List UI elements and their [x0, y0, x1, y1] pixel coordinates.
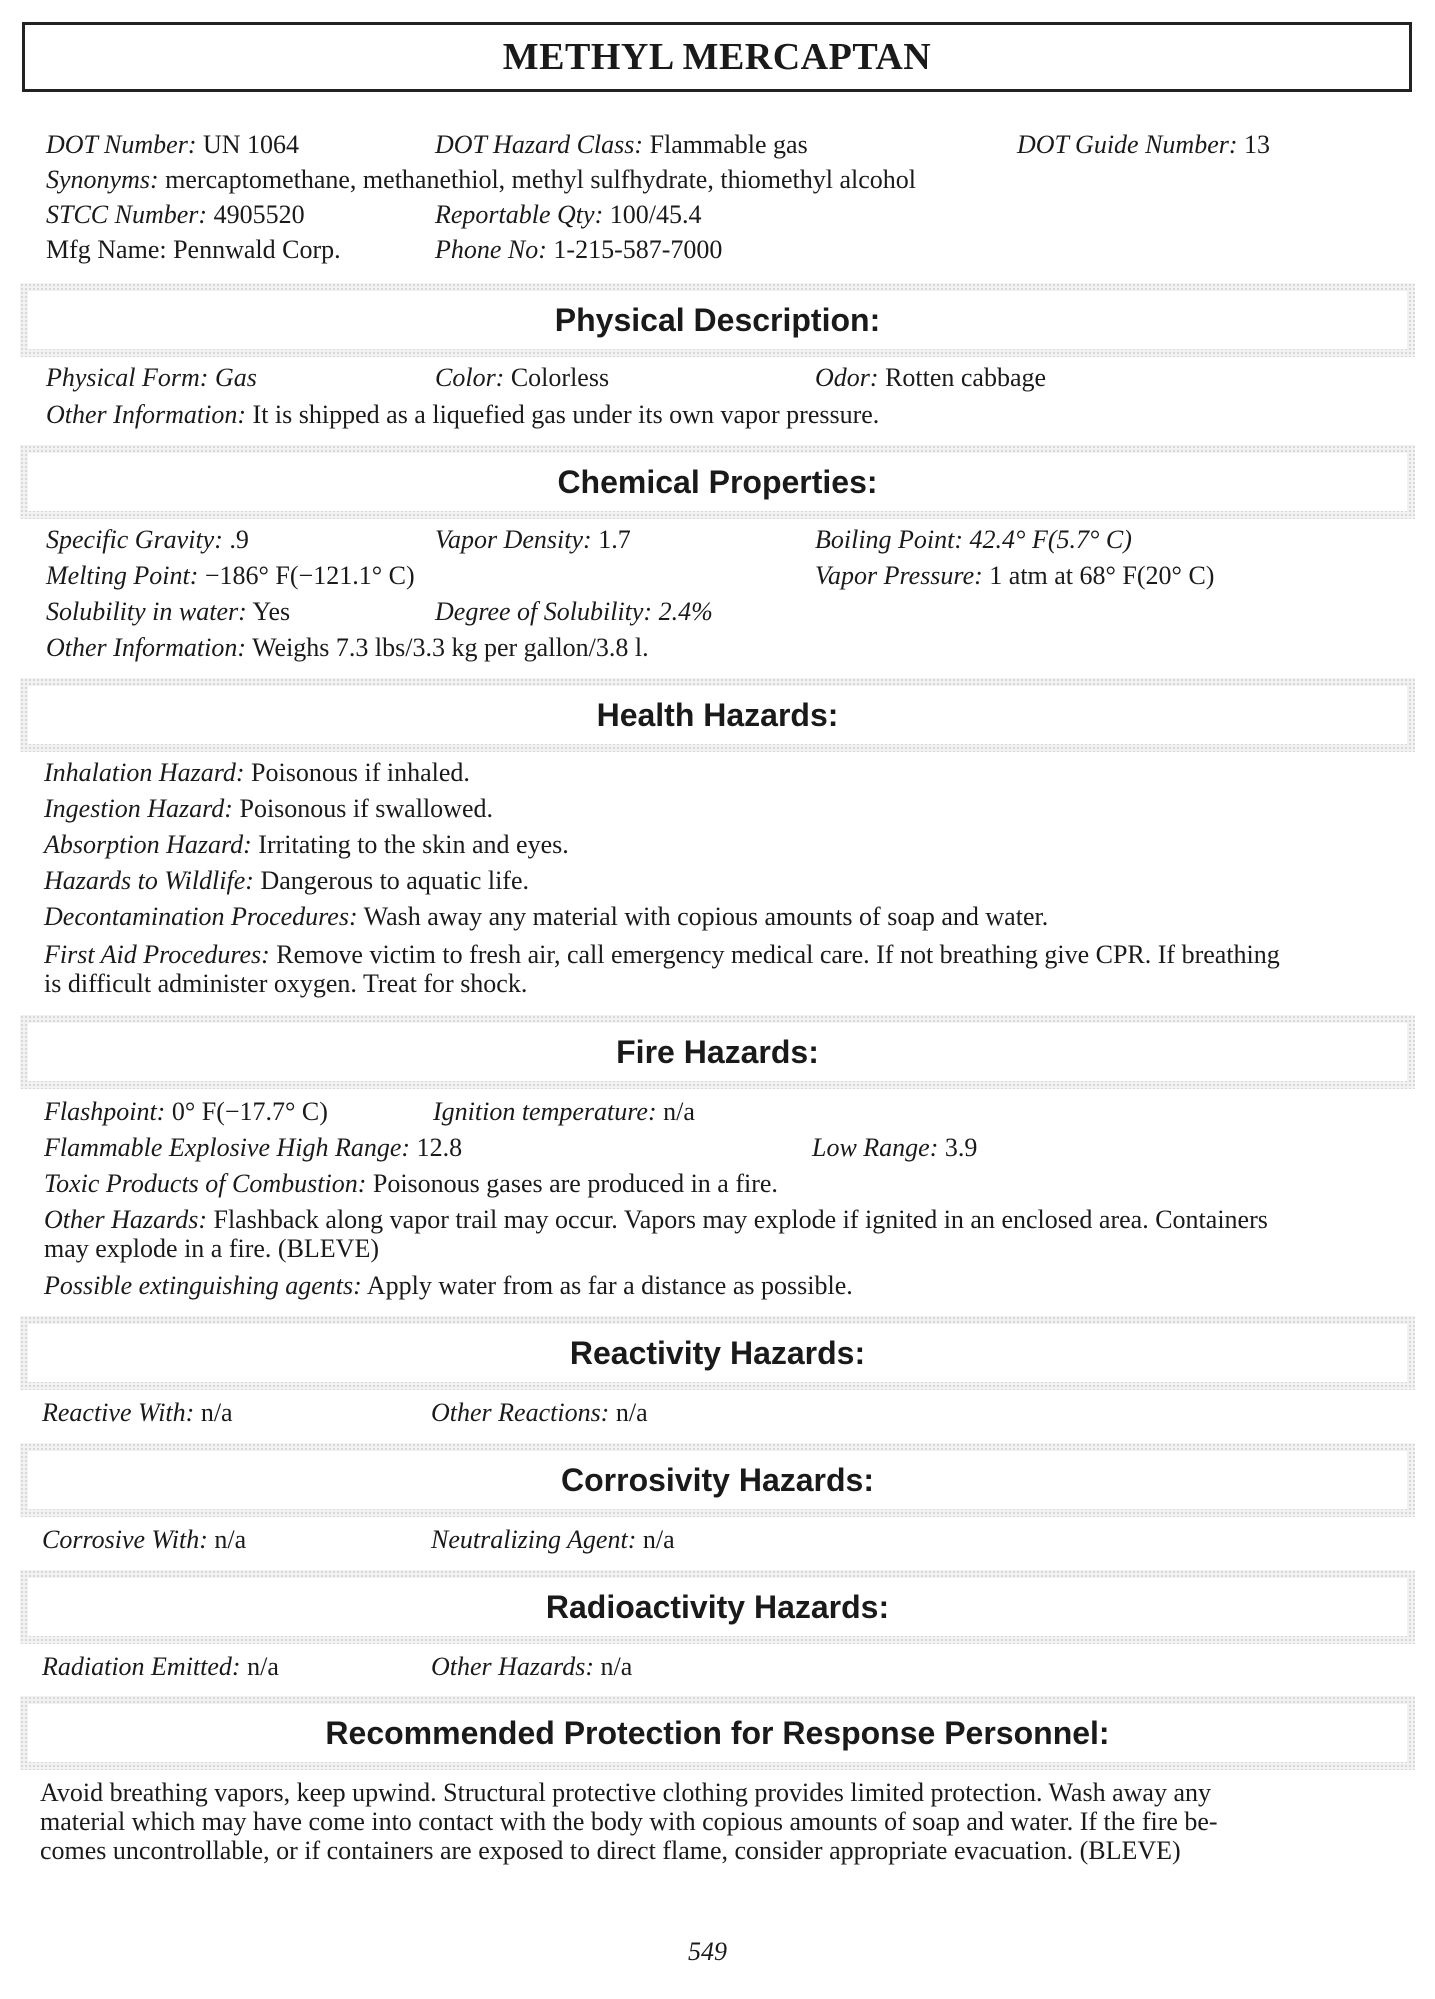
dot-guide-number: DOT Guide Number: 13 [1017, 130, 1271, 159]
hazards-to-wildlife: Hazards to Wildlife: Dangerous to aquatic life. [44, 866, 530, 895]
vapor-density: Vapor Density: 1.7 [435, 525, 631, 554]
color: Color: Colorless [435, 363, 610, 392]
page-title: METHYL MERCAPTAN [22, 22, 1412, 92]
neutralizing-agent: Neutralizing Agent: n/a [431, 1525, 675, 1554]
synonyms: Synonyms: mercaptomethane, methanethiol, methyl sulfhydrate, thiomethyl alcohol [46, 165, 917, 194]
ignition-temperature: Ignition temperature: n/a [433, 1097, 695, 1126]
reportable-qty: Reportable Qty: 100/45.4 [435, 200, 702, 229]
section-header-chemical: Chemical Properties: [20, 445, 1415, 519]
chemical-other-info: Other Information: Weighs 7.3 lbs/3.3 kg per gallon/3.8 l. [46, 633, 649, 662]
flashpoint: Flashpoint: 0° F(−17.7° C) [44, 1097, 328, 1126]
boiling-point: Boiling Point: 42.4° F(5.7° C) [815, 525, 1132, 554]
melting-point: Melting Point: −186° F(−121.1° C) [46, 561, 415, 590]
section-header-radioactivity: Radioactivity Hazards: [20, 1570, 1415, 1644]
decontamination-procedures: Decontamination Procedures: Wash away any material with copious amounts of soap and water. [44, 902, 1049, 931]
dot-hazard-class: DOT Hazard Class: Flammable gas [435, 130, 808, 159]
section-header-reactivity: Reactivity Hazards: [20, 1316, 1415, 1390]
other-reactions: Other Reactions: n/a [431, 1398, 648, 1427]
corrosive-with: Corrosive With: n/a [42, 1525, 247, 1554]
extinguishing-agents: Possible extinguishing agents: Apply water from as far a distance as possible. [44, 1271, 853, 1300]
radiation-emitted: Radiation Emitted: n/a [42, 1652, 279, 1681]
flammable-high-range: Flammable Explosive High Range: 12.8 [44, 1133, 463, 1162]
section-header-physical: Physical Description: [20, 283, 1415, 357]
absorption-hazard: Absorption Hazard: Irritating to the skin and eyes. [44, 830, 569, 859]
section-header-corrosivity: Corrosivity Hazards: [20, 1443, 1415, 1517]
stcc-number: STCC Number: 4905520 [46, 200, 305, 229]
page-number: 549 [688, 1937, 727, 1966]
first-aid-procedures: First Aid Procedures: Remove victim to fresh air, call emergency medical care. If not breathing give CPR. If breathing is difficult administer oxygen. Treat for shock. [44, 940, 1280, 998]
odor: Odor: Rotten cabbage [815, 363, 1047, 392]
mfg-name: Mfg Name: Pennwald Corp. [46, 235, 341, 264]
degree-of-solubility: Degree of Solubility: 2.4% [435, 597, 713, 626]
specific-gravity: Specific Gravity: .9 [46, 525, 249, 554]
inhalation-hazard: Inhalation Hazard: Poisonous if inhaled. [44, 758, 470, 787]
dot-number: DOT Number: UN 1064 [46, 130, 300, 159]
protection-text: Avoid breathing vapors, keep upwind. Structural protective clothing provides limited protection. Wash away any material which may have come into contact with the body with copious amounts of soap and water. If the fire be- comes uncontrollable, or if containers are exposed to direct flame, consider appropriate evacuation. (BLEVE) [40, 1778, 1218, 1865]
radioactivity-other-hazards: Other Hazards: n/a [431, 1652, 633, 1681]
ingestion-hazard: Ingestion Hazard: Poisonous if swallowed. [44, 794, 493, 823]
reactive-with: Reactive With: n/a [42, 1398, 233, 1427]
physical-other-info: Other Information: It is shipped as a liquefied gas under its own vapor pressure. [46, 400, 880, 429]
section-header-fire: Fire Hazards: [20, 1015, 1415, 1089]
flammable-low-range: Low Range: 3.9 [812, 1133, 978, 1162]
phone-no: Phone No: 1-215-587-7000 [435, 235, 723, 264]
toxic-products-of-combustion: Toxic Products of Combustion: Poisonous gases are produced in a fire. [44, 1169, 778, 1198]
physical-form: Physical Form: Gas [46, 363, 257, 392]
vapor-pressure: Vapor Pressure: 1 atm at 68° F(20° C) [815, 561, 1215, 590]
section-header-protection: Recommended Protection for Response Personnel: [20, 1696, 1415, 1770]
section-header-health: Health Hazards: [20, 678, 1415, 752]
fire-other-hazards: Other Hazards: Flashback along vapor trail may occur. Vapors may explode if ignited in an enclosed area. Containers may explode in a fire. (BLEVE) [44, 1205, 1268, 1263]
solubility: Solubility in water: Yes [46, 597, 291, 626]
